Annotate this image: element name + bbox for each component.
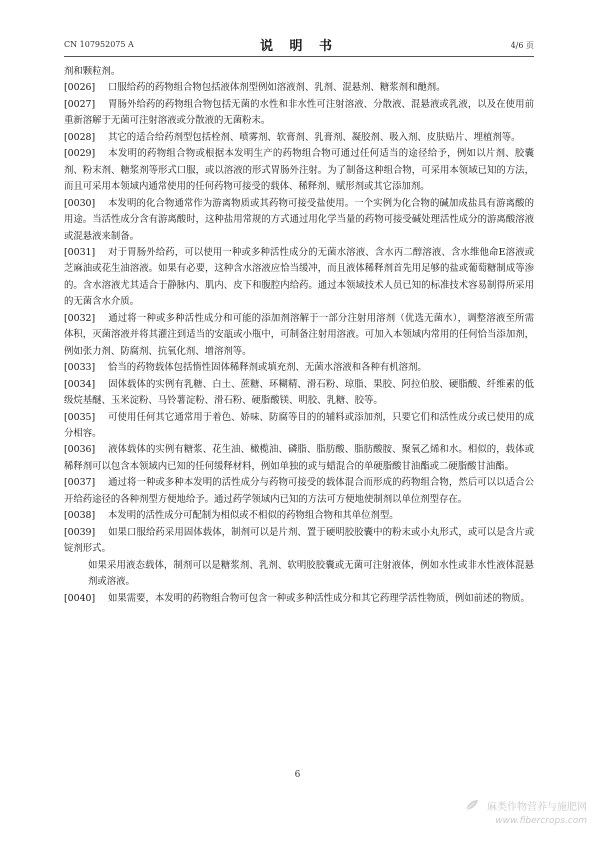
paragraph-number: [0039]	[64, 526, 96, 538]
paragraph-text: 可使用任何其它通常用于着色、娇味、防腐等目的的辅料或添加剂，只要它们和活性成分或已使用的成分相容。	[64, 411, 534, 439]
paragraph	[64, 475, 534, 508]
paragraph-text: 如果采用液态载体，制剂可以是糖浆剂、乳剂、软明胶胶囊或无菌可注射液体，例如水性或非水性液体混悬剂或溶液。	[88, 559, 534, 588]
paragraph-text: 通过将一种或多种活性成分和可能的添加剂溶解于一部分注射用溶剂（优选无菌水），调整溶液至所需体积，灭菌溶液并将其灌注到适当的安瓿或小瓶中，可制备注射用溶液。可加入本领域内常用的任何恰当添加剂，例如张力剂、防腐剂、抗氧化剂、增溶剂等。	[64, 312, 534, 357]
paragraph	[64, 360, 534, 376]
paragraph-text: 如果需要，本发明的药物组合物可包含一种或多种活性成分和其它药理学活性物质，例如前述的物质。	[108, 592, 530, 604]
paragraph-number: [0031]	[64, 246, 96, 258]
paragraph-number: [0029]	[64, 148, 96, 160]
paragraph	[64, 196, 534, 245]
paragraph-number: [0035]	[64, 411, 96, 423]
header-divider	[64, 56, 534, 57]
paragraph-number: [0038]	[64, 510, 96, 522]
paragraph-text: 剂和颗粒剂。	[64, 66, 121, 77]
paragraph	[64, 410, 534, 443]
paragraph	[64, 525, 534, 558]
paragraph-number: [0026]	[64, 82, 96, 94]
paragraph	[64, 311, 534, 360]
document-body	[64, 64, 534, 607]
doc-number: CN 107952075 A	[64, 40, 134, 49]
page-number: 6	[294, 770, 301, 780]
page-info: 4/6 页	[510, 41, 534, 50]
page-header	[64, 34, 534, 54]
doc-title: 说 明 书	[259, 39, 339, 54]
paragraph-text: 固体载体的实例有乳糖、白土、蔗糖、环糊精、滑石粉、琼脂、果胶、阿拉伯胶、硬脂酸、纤维素的低级烷基醚、玉米淀粉、马铃薯淀粉、滑石粉、硬脂酸镁、明胶、乳糖、胶等。	[64, 378, 534, 407]
paragraph-number: [0027]	[64, 98, 96, 110]
paragraph-number: [0033]	[64, 362, 96, 374]
paragraph-number: [0028]	[64, 131, 96, 143]
paragraph-text: 对于胃肠外给药，可以使用一种或多种活性成分的无菌水溶液、含水丙二醇溶液、含水维他命E溶液或芝麻油或花生油溶液。如果有必要，这种含水溶液应恰当缓冲，而且液体稀释剂首先用足够的盐或葡萄糖制成等渗的。含水溶液尤其适合于静脉内、肌内、皮下和腹腔内给药。通过本领域技术人员已知的标准技术容易制得所采用的无菌含水介质。	[64, 246, 534, 308]
paragraph-number: [0032]	[64, 312, 96, 324]
paragraph	[64, 377, 534, 410]
watermark-url: www.fibercrops.com	[495, 816, 587, 826]
paragraph	[64, 64, 534, 80]
paragraph-text: 口服给药的药物组合物包括液体剂型例如溶液剂、乳剂、混悬剂、糖浆剂和酏剂。	[108, 82, 446, 94]
leaf-logo-icon	[465, 796, 479, 815]
paragraph-number: [0034]	[64, 378, 96, 390]
paragraph-text: 如果口服给药采用固体载体，制剂可以是片剂、置于硬明胶胶囊中的粉末或小丸形式，或可以是含片或锭剂形式。	[64, 526, 534, 555]
paragraph-text: 其它的适合给药剂型包括栓剂、喷雾剂、软膏剂、乳膏剂、凝胶剂、吸入剂、皮肤贴片、埋植剂等。	[108, 131, 521, 143]
paragraph-text: 恰当的药物载体包括惰性固体稀释剂或填充剂、无菌水溶液和各种有机溶剂。	[108, 362, 427, 374]
paragraph-number: [0036]	[64, 444, 96, 456]
paragraph-text: 通过将一种或多种本发明的活性成分与药物可接受的载体混合而形成的药物组合物，然后可以以适合公开给药途径的各种剂型方便地给予。通过药学领域内已知的方法可方便地使制剂以单位剂型存在。	[64, 477, 534, 505]
paragraph	[64, 97, 534, 130]
paragraph-text: 液体载体的实例有糖浆、花生油、橄榄油、磷脂、脂肪酸、脂肪酸胺、聚氧乙烯和水。相似的，载体或稀释剂可以包含本领域内已知的任何缓释材料，例如单独的或与蜡混合的单硬脂酸甘油酯或二硬脂酸甘油酯。	[64, 444, 534, 472]
paragraph	[64, 442, 534, 475]
paragraph-text: 本发明的活性成分可配制为相似或不相似的药物组合物和其单位剂型。	[108, 510, 399, 522]
paragraph	[64, 130, 534, 146]
paragraph-number: [0030]	[64, 197, 96, 209]
paragraph	[64, 558, 534, 591]
paragraph-text: 本发明的化合物通常作为游离物质或其药物可接受盐使用。一个实例为化合物的碱加成盐具有游离酸的用途。当活性成分含有游离酸时，这种盐用常规的方式通过用化学当量的药物可接受碱处理活性成分的游离酸溶液或混悬液来制备。	[64, 197, 534, 242]
paragraph	[64, 245, 534, 311]
paragraph	[64, 508, 534, 524]
paragraph	[64, 146, 534, 195]
watermark	[465, 795, 587, 826]
paragraph	[64, 591, 534, 607]
paragraph-text: 本发明的药物组合物或根据本发明生产的药物组合物可通过任何适当的途径给予，例如以片剂、胶囊剂、粉末剂、糖浆剂等形式口服，或以溶液的形式胃肠外注射。为了制备这种组合物，可采用本领域已知的方法，而且可采用本领域内通常使用的任何药物可接受的载体、稀释剂、赋形剂或其它添加剂。	[64, 148, 534, 193]
paragraph-number: [0040]	[64, 592, 96, 604]
paragraph-number: [0037]	[64, 477, 96, 489]
paragraph-text: 胃肠外给药的药物组合物包括无菌的水性和非水性可注射溶液、分散液、混悬液或乳液，以及在使用前重新溶解于无菌可注射溶液或分散液的无菌粉末。	[64, 98, 534, 127]
paragraph	[64, 80, 534, 96]
watermark-site-name: 麻类作物营养与施肥网	[487, 802, 587, 813]
